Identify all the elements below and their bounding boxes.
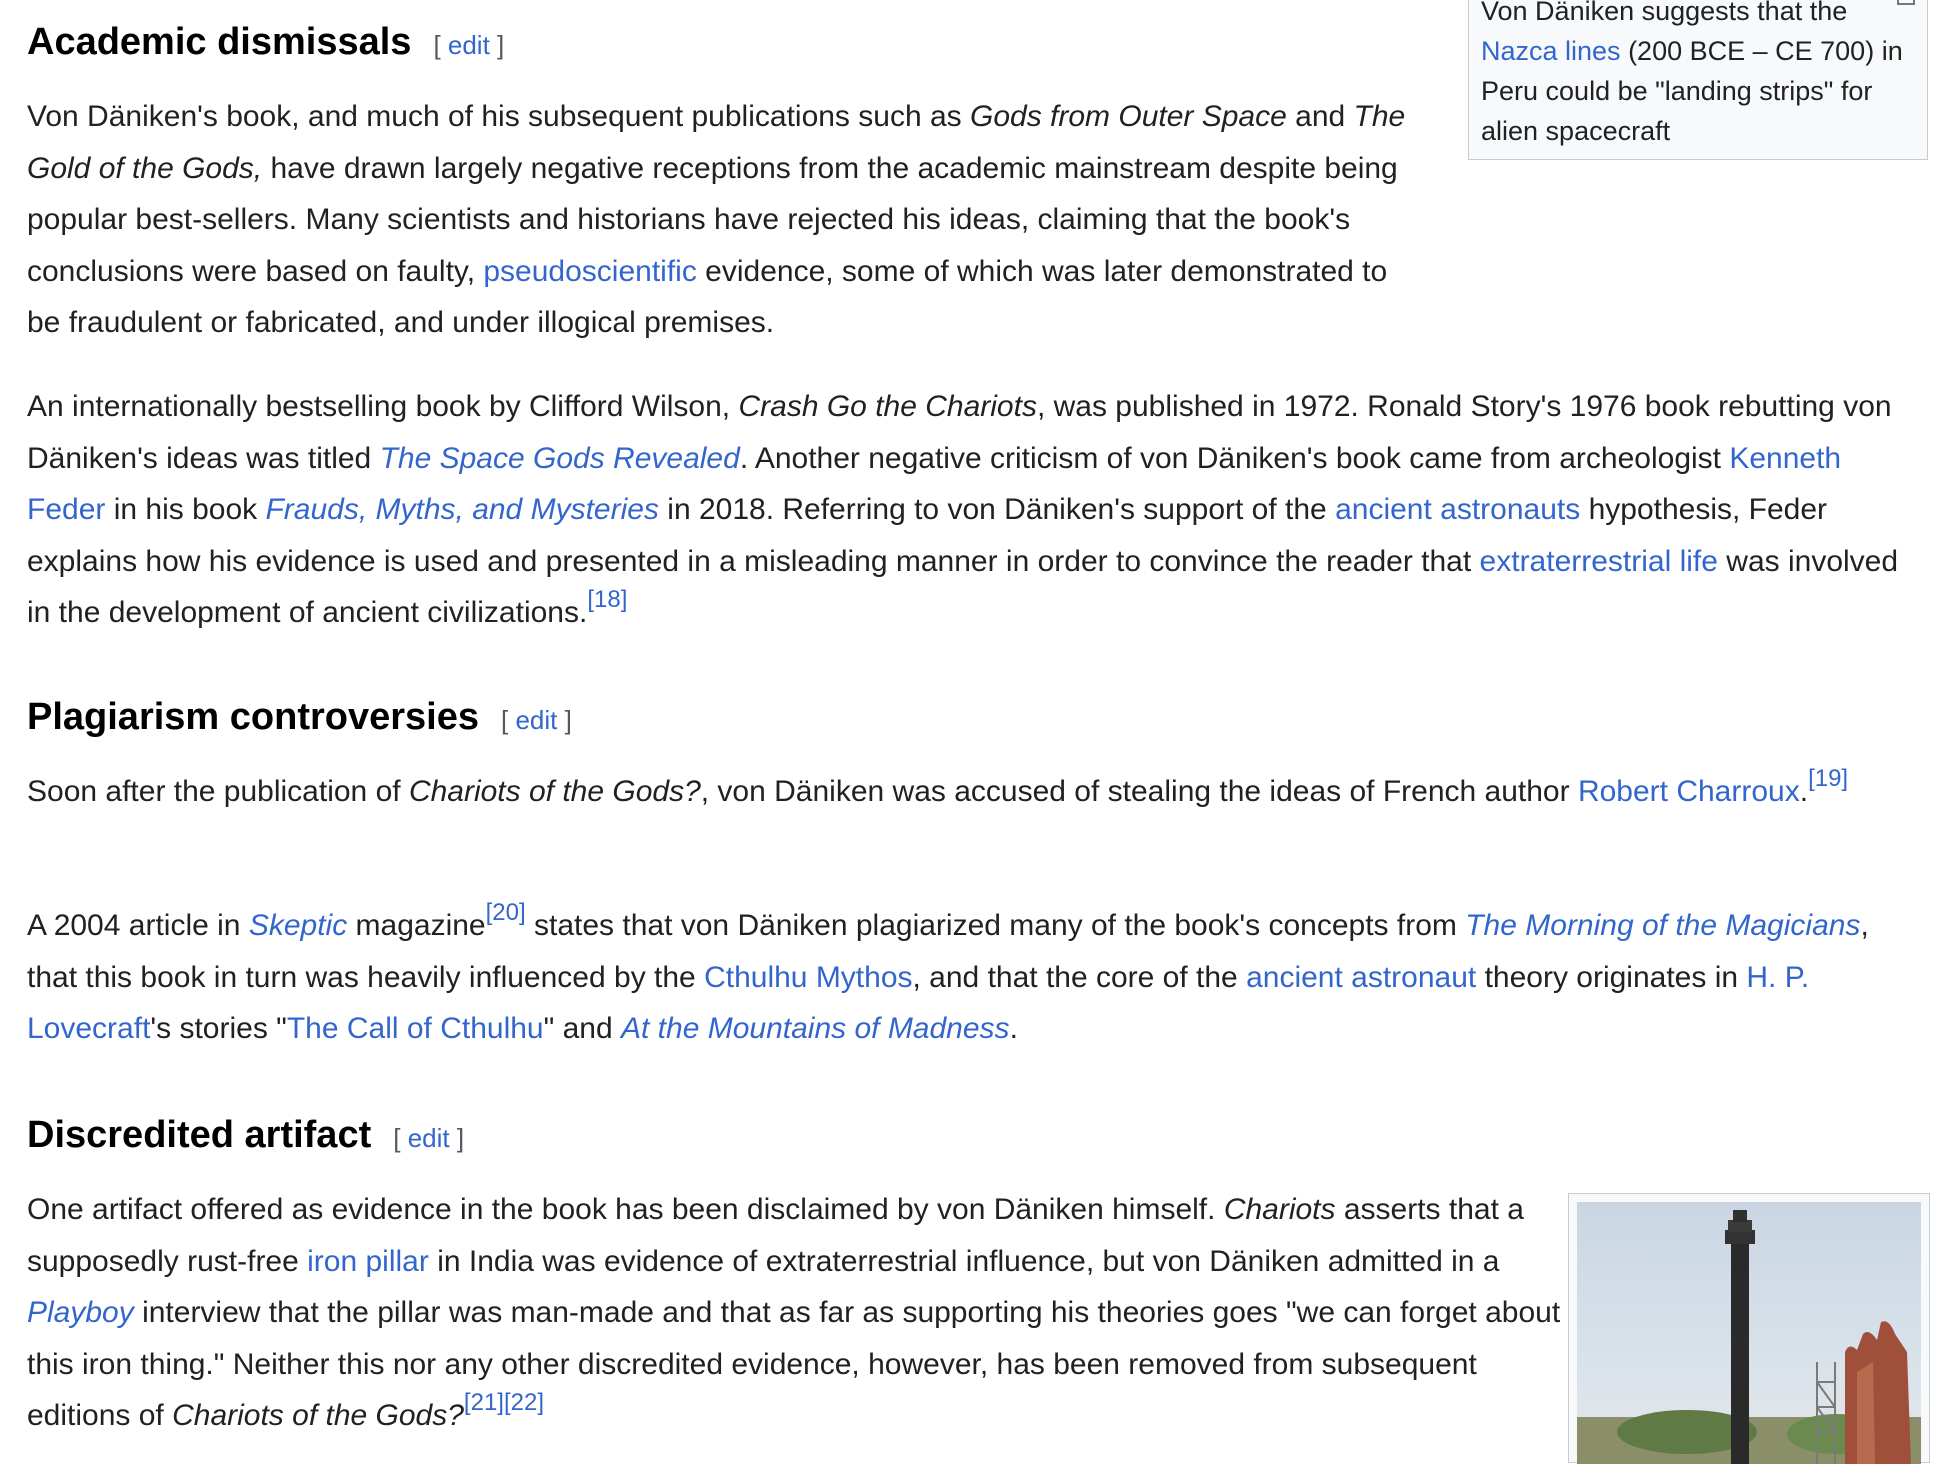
section-title: Discredited artifact xyxy=(27,1114,372,1156)
citation-22[interactable]: [22] xyxy=(503,1389,544,1417)
citation-20[interactable]: [20] xyxy=(485,899,526,927)
link-pseudoscientific[interactable]: pseudoscientific xyxy=(483,254,697,288)
section-heading-plagiarism xyxy=(27,695,572,741)
section-heading-academic-dismissals xyxy=(27,20,504,66)
link-robert-charroux[interactable]: Robert Charroux xyxy=(1577,775,1800,808)
section-title: Academic dismissals xyxy=(27,21,412,63)
link-hp-lovecraft[interactable]: H. P. Lovecraft xyxy=(27,960,1810,1045)
paragraph-plagiarism-2: A 2004 article in Skeptic magazine[20] states that von Däniken plagiarized many of the book's concepts from The Morning of the Magicians, that this book in turn was heavily influenced by the Cthulhu Mythos, and that the core of the ancient astronaut theory originates in H. P. Lovecraft's stories "The Call of Cthulhu" and At the Mountains of Madness. xyxy=(27,899,1869,1045)
link-call-of-cthulhu[interactable]: The Call of Cthulhu xyxy=(286,1012,544,1045)
paragraph-academic-2: An internationally bestselling book by Clifford Wilson, Crash Go the Chariots, was published in 1972. Ronald Story's 1976 book rebutting von Däniken's ideas was titled The Space Gods Revealed. Another negative criticism of von Däniken's book came from archeologist Kenneth Feder in his book Frauds, Myths, and Mysteries in 2018. Referring to von Däniken's support of the ancient astronauts hypothesis, Feder explains how his evidence is used and presented in a misleading manner in order to convince the reader that extraterrestrial life was involved in the development of ancient civilizations.[18] xyxy=(27,390,1899,629)
figure-iron-pillar xyxy=(1568,1193,1930,1463)
enlarge-icon[interactable] xyxy=(1897,0,1915,5)
link-extraterrestrial-life[interactable]: extraterrestrial life xyxy=(1479,544,1718,578)
section-heading-discredited-artifact xyxy=(27,1113,464,1159)
edit-section-link: [ edit ] xyxy=(393,1123,465,1153)
book-title: Chariots of the Gods? xyxy=(172,1399,464,1432)
book-title: Crash Go the Chariots xyxy=(738,390,1037,423)
edit-link-plagiarism[interactable]: edit xyxy=(515,705,558,735)
link-ancient-astronauts[interactable]: ancient astronauts xyxy=(1335,493,1581,526)
edit-link-academic-dismissals[interactable]: edit xyxy=(447,30,490,60)
iron-pillar-image[interactable] xyxy=(1577,1202,1921,1464)
link-nazca-lines[interactable]: Nazca lines xyxy=(1481,36,1621,66)
link-ancient-astronaut[interactable]: ancient astronaut xyxy=(1246,960,1477,994)
paragraph-plagiarism-1: Soon after the publication of Chariots of the Gods?, von Däniken was accused of stealing the ideas of French author Robert Charroux.[19] xyxy=(27,765,1849,808)
link-frauds-myths-mysteries[interactable]: Frauds, Myths, and Mysteries xyxy=(265,493,659,526)
link-space-gods-revealed[interactable]: The Space Gods Revealed xyxy=(379,441,740,475)
link-kenneth-feder[interactable]: Kenneth Feder xyxy=(27,441,1842,526)
iron-pillar-illustration xyxy=(1577,1202,1921,1464)
citation-19[interactable]: [19] xyxy=(1808,765,1849,793)
link-cthulhu-mythos[interactable]: Cthulhu Mythos xyxy=(704,960,913,994)
book-title: Chariots of the Gods? xyxy=(408,775,701,808)
link-playboy[interactable]: Playboy xyxy=(27,1296,134,1329)
citation-21[interactable]: [21] xyxy=(463,1389,504,1417)
paragraph-academic-1: Von Däniken's book, and much of his subsequent publications such as Gods from Outer Space and The Gold of the Gods, have drawn largely negative receptions from the academic mainstream despite being popular best-sellers. Many scientists and historians have rejected his ideas, claiming that the book's conclusions were based on faulty, pseudoscientific evidence, some of which was later demonstrated to be fraudulent or fabricated, and under illogical premises. xyxy=(27,100,1406,339)
link-iron-pillar[interactable]: iron pillar xyxy=(307,1244,429,1278)
figure-nazca-lines-caption-box: Von Däniken suggests that the Nazca lines (200 BCE – CE 700) in Peru could be "landing strips" for alien spacecraft xyxy=(1468,0,1928,160)
edit-link-discredited-artifact[interactable]: edit xyxy=(407,1123,450,1153)
section-title: Plagiarism controversies xyxy=(27,696,479,738)
link-at-the-mountains-of-madness[interactable]: At the Mountains of Madness xyxy=(621,1012,1010,1045)
book-title: The Gold of the Gods, xyxy=(27,100,1406,185)
link-skeptic[interactable]: Skeptic xyxy=(248,909,348,942)
link-morning-of-the-magicians[interactable]: The Morning of the Magicians xyxy=(1465,909,1861,942)
paragraph-discredited-1: One artifact offered as evidence in the book has been disclaimed by von Däniken himself. Chariots asserts that a supposedly rust-free iron pillar in India was evidence of extraterrestrial influence, but von Däniken admitted in a Playboy interview that the pillar was man-made and that as far as supporting his theories goes "we can forget about this iron thing." Neither this nor any other discredited evidence, however, has been removed from subsequent editions of Chariots of the Gods?[21][22] xyxy=(27,1193,1561,1432)
edit-section-link: [ edit ] xyxy=(433,30,505,60)
book-title: Gods from Outer Space xyxy=(970,100,1287,133)
book-title: Chariots xyxy=(1223,1193,1336,1226)
citation-18[interactable]: [18] xyxy=(587,586,628,614)
edit-section-link: [ edit ] xyxy=(501,705,572,735)
